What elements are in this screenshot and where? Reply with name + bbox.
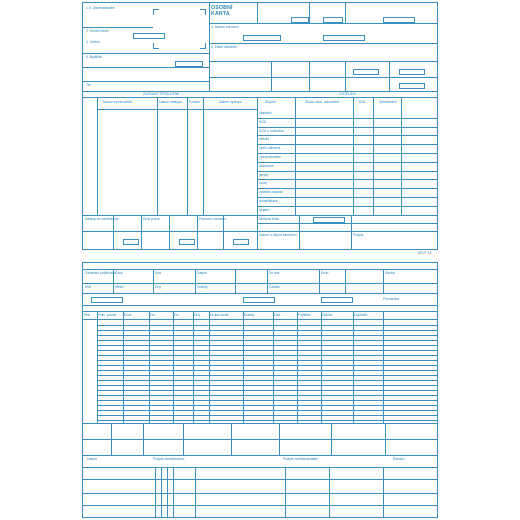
birthplace-label: 5. Místo narození — [211, 45, 238, 49]
wage-col-header: Daň — [274, 313, 281, 317]
row2-label-5: Částka — [269, 285, 280, 289]
education-row-label: kurzy — [259, 181, 268, 186]
phone-label: Tel. — [86, 83, 92, 87]
left-col-3: Funkce — [189, 100, 201, 104]
bottom-field-4: Mzdová třída — [259, 217, 279, 221]
education-row-label: vysokoškolské — [259, 155, 281, 159]
birth-date-label: 3. Datum narození — [211, 25, 239, 29]
section-right-title: VZDĚLÁNÍ — [339, 92, 356, 96]
education-row-label: vyšší odborná — [259, 146, 281, 151]
row1-label-4: Datum — [197, 271, 207, 275]
education-row-label: ostatní — [259, 207, 270, 212]
employer-label: 1.5. Zaměstnavatel — [86, 6, 115, 10]
education-row-label: jazyky — [259, 172, 269, 177]
bottom-field-2: Druh práce — [143, 217, 160, 221]
wage-col-header: Hrubá mzda — [210, 313, 229, 317]
crop-mark — [153, 43, 159, 49]
wage-col-header: Doplatek — [354, 313, 368, 317]
education-row-label: rekvalifikace — [259, 199, 278, 203]
row1-label-7: Sazba — [385, 271, 395, 275]
footer-label-2: Podpis zaměstnance — [153, 457, 185, 461]
row1-label-5: Ze dne — [269, 271, 280, 275]
footer-label-3: Podpis zaměstnavatele — [283, 457, 319, 461]
education-row-label: střední — [259, 137, 270, 142]
left-col-4: Datum výstupu — [219, 100, 242, 104]
wage-col-header: Dny — [194, 313, 201, 317]
bottom-field-5: Datum a důvod skončení — [259, 233, 297, 237]
row1-label-3: Kód — [155, 271, 162, 275]
right-col-2: Škola, obor, zakončení — [305, 100, 340, 104]
wage-col-header: Druh — [124, 313, 132, 317]
right-col-3: Rok — [359, 100, 366, 104]
card-title-line2: KARTA — [211, 11, 230, 17]
personal-id-label: 2. Osobní číslo — [86, 29, 109, 33]
wage-col-header: Do — [174, 313, 179, 317]
footer-label-4: Razítko — [393, 457, 405, 461]
wage-col-header: Srážky — [244, 313, 255, 317]
wage-col-header: Záloha — [322, 313, 333, 317]
education-row-label: SOU — [259, 119, 267, 124]
education-row-label: zvláštní znalosti — [259, 190, 283, 195]
crop-mark — [200, 43, 206, 49]
bottom-field-6: Podpis — [353, 233, 364, 237]
education-row-label: základní — [259, 111, 272, 115]
right-col-1: Stupeň — [265, 100, 276, 104]
wage-col-header: Pojištění — [298, 313, 312, 317]
row1-label-2: Číslo — [115, 271, 123, 275]
row1-label-1: Zdravotní pojišťovna — [85, 271, 116, 275]
form-code: SEVT 14 — [418, 251, 432, 255]
education-row-label: SOU s maturitou — [259, 128, 285, 133]
row2-label-3: Dny — [155, 285, 162, 289]
left-col-2: Datum nástupu — [159, 100, 182, 104]
personal-card-back — [82, 262, 438, 518]
wage-col-header: Prac. poměr — [98, 313, 117, 317]
education-row-label: doktorské — [259, 163, 274, 168]
bottom-field-3: Pracovní zařazení — [199, 217, 227, 221]
footer-label-1: Datum — [87, 457, 97, 461]
row1-label-6: Druh — [321, 271, 329, 275]
left-col-1: Název a pracoviště — [103, 100, 132, 104]
wage-col-header: Od — [150, 313, 155, 317]
row2-label-4: Hodiny — [197, 285, 208, 289]
row2-label-2: Měsíc — [115, 285, 125, 289]
row2-label-1: Rok — [85, 285, 92, 289]
section-left-title: ZÁZNAMY PŘÍSLUŠNÉ — [143, 92, 180, 96]
name-label: 4. Jméno — [86, 40, 100, 44]
wage-col-header: Rok — [84, 313, 91, 317]
address-label: 6. Bydliště — [86, 55, 102, 59]
bottom-field-1: Nástup do zaměstnání — [85, 217, 119, 221]
right-block-label: Poznámka — [383, 297, 400, 301]
personal-card-front — [82, 2, 438, 250]
card-title-line1: OSOBNÍ — [211, 5, 233, 11]
crop-mark — [200, 9, 206, 15]
crop-mark — [153, 9, 159, 15]
right-col-4: Vysvědčení — [379, 100, 397, 104]
